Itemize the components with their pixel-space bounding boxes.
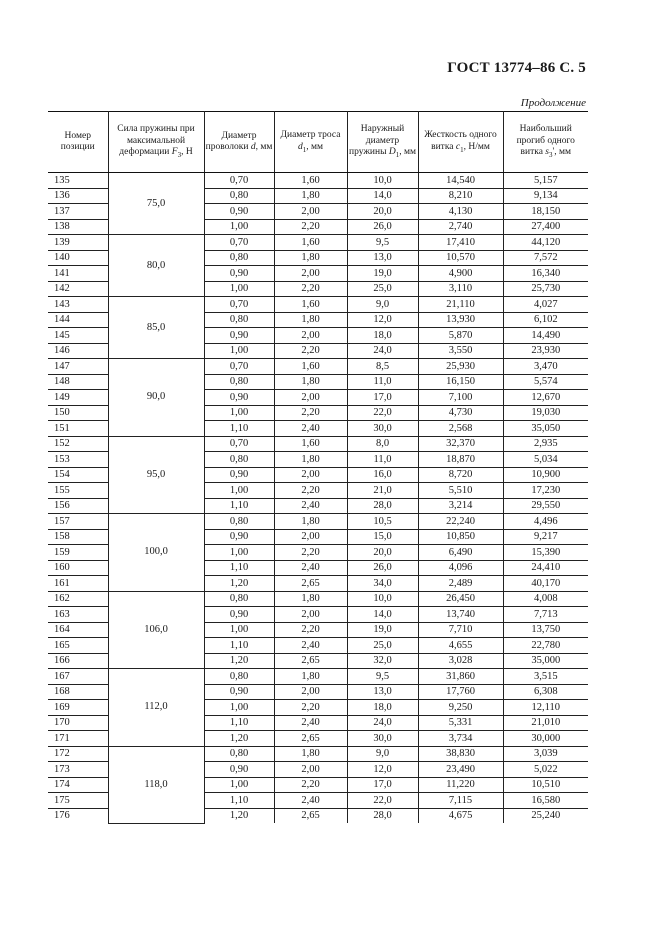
max-deflection-cell: 14,490 <box>503 328 588 344</box>
position-number-cell: 136 <box>48 188 108 204</box>
max-deflection-cell: 35,050 <box>503 421 588 437</box>
position-number-cell: 176 <box>48 808 108 823</box>
wire-diameter-cell: 0,80 <box>204 591 274 607</box>
rope-diameter-cell: 2,00 <box>274 390 347 406</box>
rope-diameter-cell: 1,80 <box>274 374 347 390</box>
wire-diameter-cell: 0,80 <box>204 250 274 266</box>
position-number-cell: 169 <box>48 700 108 716</box>
position-number-cell: 144 <box>48 312 108 328</box>
rope-diameter-cell: 1,60 <box>274 297 347 313</box>
stiffness-cell: 3,214 <box>418 498 503 514</box>
max-deflection-cell: 7,572 <box>503 250 588 266</box>
rope-diameter-cell: 1,80 <box>274 514 347 530</box>
stiffness-cell: 4,655 <box>418 638 503 654</box>
max-deflection-cell: 5,574 <box>503 374 588 390</box>
position-number-cell: 168 <box>48 684 108 700</box>
max-deflection-cell: 44,120 <box>503 235 588 251</box>
table-row <box>48 235 588 251</box>
position-number-cell: 143 <box>48 297 108 313</box>
wire-diameter-cell: 1,00 <box>204 483 274 499</box>
stiffness-cell: 3,550 <box>418 343 503 359</box>
max-deflection-cell: 12,670 <box>503 390 588 406</box>
max-deflection-cell: 24,410 <box>503 560 588 576</box>
wire-diameter-cell: 1,00 <box>204 622 274 638</box>
max-deflection-cell: 4,027 <box>503 297 588 313</box>
wire-diameter-cell: 0,90 <box>204 529 274 545</box>
wire-diameter-cell: 1,10 <box>204 498 274 514</box>
rope-diameter-cell: 1,60 <box>274 235 347 251</box>
wire-diameter-cell: 1,00 <box>204 777 274 793</box>
wire-diameter-cell: 0,80 <box>204 374 274 390</box>
stiffness-cell: 4,675 <box>418 808 503 823</box>
stiffness-cell: 17,410 <box>418 235 503 251</box>
table-row <box>48 297 588 313</box>
wire-diameter-cell: 0,80 <box>204 669 274 685</box>
wire-diameter-cell: 1,20 <box>204 576 274 592</box>
position-number-cell: 138 <box>48 219 108 235</box>
max-deflection-cell: 29,550 <box>503 498 588 514</box>
rope-diameter-cell: 2,00 <box>274 467 347 483</box>
stiffness-cell: 8,210 <box>418 188 503 204</box>
wire-diameter-cell: 0,90 <box>204 328 274 344</box>
position-number-cell: 170 <box>48 715 108 731</box>
position-number-cell: 163 <box>48 607 108 623</box>
max-deflection-cell: 21,010 <box>503 715 588 731</box>
stiffness-cell: 16,150 <box>418 374 503 390</box>
position-number-cell: 149 <box>48 390 108 406</box>
rope-diameter-cell: 2,20 <box>274 700 347 716</box>
outer-diameter-cell: 18,0 <box>347 700 418 716</box>
wire-diameter-cell: 0,90 <box>204 390 274 406</box>
rope-diameter-cell: 2,40 <box>274 638 347 654</box>
outer-diameter-cell: 26,0 <box>347 560 418 576</box>
outer-diameter-cell: 17,0 <box>347 777 418 793</box>
stiffness-cell: 13,740 <box>418 607 503 623</box>
outer-diameter-cell: 8,0 <box>347 436 418 452</box>
rope-diameter-cell: 2,20 <box>274 281 347 297</box>
wire-diameter-cell: 0,90 <box>204 204 274 220</box>
stiffness-cell: 10,570 <box>418 250 503 266</box>
max-deflection-cell: 6,308 <box>503 684 588 700</box>
max-deflection-cell: 10,900 <box>503 467 588 483</box>
max-deflection-cell: 15,390 <box>503 545 588 561</box>
position-number-cell: 155 <box>48 483 108 499</box>
outer-diameter-cell: 34,0 <box>347 576 418 592</box>
position-number-cell: 157 <box>48 514 108 530</box>
position-number-cell: 141 <box>48 266 108 282</box>
outer-diameter-cell: 14,0 <box>347 607 418 623</box>
outer-diameter-cell: 10,0 <box>347 591 418 607</box>
max-deflection-cell: 25,730 <box>503 281 588 297</box>
outer-diameter-cell: 12,0 <box>347 312 418 328</box>
rope-diameter-cell: 1,80 <box>274 591 347 607</box>
outer-diameter-cell: 16,0 <box>347 467 418 483</box>
rope-diameter-cell: 2,40 <box>274 498 347 514</box>
stiffness-cell: 31,860 <box>418 669 503 685</box>
stiffness-cell: 7,710 <box>418 622 503 638</box>
rope-diameter-cell: 2,20 <box>274 483 347 499</box>
outer-diameter-cell: 13,0 <box>347 684 418 700</box>
outer-diameter-cell: 13,0 <box>347 250 418 266</box>
rope-diameter-cell: 2,00 <box>274 204 347 220</box>
outer-diameter-cell: 22,0 <box>347 793 418 809</box>
rope-diameter-cell: 2,40 <box>274 715 347 731</box>
rope-diameter-cell: 1,80 <box>274 188 347 204</box>
wire-diameter-cell: 0,90 <box>204 467 274 483</box>
outer-diameter-cell: 26,0 <box>347 219 418 235</box>
stiffness-cell: 6,490 <box>418 545 503 561</box>
stiffness-cell: 3,028 <box>418 653 503 669</box>
wire-diameter-cell: 1,00 <box>204 545 274 561</box>
rope-diameter-cell: 1,80 <box>274 312 347 328</box>
rope-diameter-cell: 2,20 <box>274 622 347 638</box>
rope-diameter-cell: 2,20 <box>274 343 347 359</box>
rope-diameter-cell: 1,60 <box>274 436 347 452</box>
wire-diameter-cell: 0,80 <box>204 514 274 530</box>
outer-diameter-cell: 24,0 <box>347 715 418 731</box>
position-number-cell: 154 <box>48 467 108 483</box>
position-number-cell: 150 <box>48 405 108 421</box>
stiffness-cell: 5,870 <box>418 328 503 344</box>
outer-diameter-cell: 30,0 <box>347 421 418 437</box>
max-deflection-cell: 3,470 <box>503 359 588 375</box>
spring-parameters-table <box>48 111 588 824</box>
position-number-cell: 167 <box>48 669 108 685</box>
outer-diameter-cell: 14,0 <box>347 188 418 204</box>
rope-diameter-cell: 2,20 <box>274 777 347 793</box>
rope-diameter-cell: 2,20 <box>274 545 347 561</box>
rope-diameter-cell: 2,00 <box>274 529 347 545</box>
rope-diameter-cell: 2,40 <box>274 560 347 576</box>
outer-diameter-cell: 15,0 <box>347 529 418 545</box>
rope-diameter-cell: 1,80 <box>274 746 347 762</box>
stiffness-cell: 4,730 <box>418 405 503 421</box>
wire-diameter-cell: 0,70 <box>204 173 274 189</box>
max-deflection-cell: 5,034 <box>503 452 588 468</box>
position-number-cell: 164 <box>48 622 108 638</box>
max-deflection-cell: 5,157 <box>503 173 588 189</box>
stiffness-cell: 5,510 <box>418 483 503 499</box>
col-force-header: Сила пружины при максимальной деформации $F_3$, Н <box>108 112 204 173</box>
stiffness-cell: 32,370 <box>418 436 503 452</box>
rope-diameter-cell: 2,00 <box>274 266 347 282</box>
spring-force-cell: 85,0 <box>108 297 204 359</box>
position-number-cell: 145 <box>48 328 108 344</box>
position-number-cell: 148 <box>48 374 108 390</box>
wire-diameter-cell: 0,90 <box>204 266 274 282</box>
position-number-cell: 158 <box>48 529 108 545</box>
table-row <box>48 669 588 685</box>
max-deflection-cell: 30,000 <box>503 731 588 747</box>
max-deflection-cell: 3,039 <box>503 746 588 762</box>
position-number-cell: 162 <box>48 591 108 607</box>
wire-diameter-cell: 1,00 <box>204 281 274 297</box>
rope-diameter-cell: 2,20 <box>274 219 347 235</box>
wire-diameter-cell: 1,10 <box>204 638 274 654</box>
outer-diameter-cell: 30,0 <box>347 731 418 747</box>
wire-diameter-cell: 0,80 <box>204 312 274 328</box>
spring-force-cell: 90,0 <box>108 359 204 437</box>
spring-force-cell: 95,0 <box>108 436 204 514</box>
table-row <box>48 591 588 607</box>
stiffness-cell: 9,250 <box>418 700 503 716</box>
wire-diameter-cell: 0,80 <box>204 188 274 204</box>
max-deflection-cell: 18,150 <box>503 204 588 220</box>
max-deflection-cell: 6,102 <box>503 312 588 328</box>
max-deflection-cell: 35,000 <box>503 653 588 669</box>
stiffness-cell: 22,240 <box>418 514 503 530</box>
page-header: ГОСТ 13774–86 С. 5 <box>447 60 586 76</box>
stiffness-cell: 18,870 <box>418 452 503 468</box>
max-deflection-cell: 16,580 <box>503 793 588 809</box>
stiffness-cell: 10,850 <box>418 529 503 545</box>
rope-diameter-cell: 1,80 <box>274 452 347 468</box>
continuation-label: Продолжение <box>520 97 586 109</box>
wire-diameter-cell: 1,00 <box>204 405 274 421</box>
wire-diameter-cell: 1,10 <box>204 715 274 731</box>
table-row <box>48 436 588 452</box>
table-row <box>48 746 588 762</box>
wire-diameter-cell: 0,90 <box>204 684 274 700</box>
rope-diameter-cell: 2,65 <box>274 653 347 669</box>
rope-diameter-cell: 1,60 <box>274 173 347 189</box>
max-deflection-cell: 23,930 <box>503 343 588 359</box>
outer-diameter-cell: 20,0 <box>347 204 418 220</box>
rope-diameter-cell: 2,65 <box>274 576 347 592</box>
position-number-cell: 174 <box>48 777 108 793</box>
outer-diameter-cell: 10,0 <box>347 173 418 189</box>
position-number-cell: 140 <box>48 250 108 266</box>
spring-force-cell: 75,0 <box>108 173 204 235</box>
table-row <box>48 514 588 530</box>
position-number-cell: 147 <box>48 359 108 375</box>
stiffness-cell: 4,900 <box>418 266 503 282</box>
max-deflection-cell: 9,217 <box>503 529 588 545</box>
stiffness-cell: 2,740 <box>418 219 503 235</box>
wire-diameter-cell: 0,90 <box>204 762 274 778</box>
max-deflection-cell: 7,713 <box>503 607 588 623</box>
rope-diameter-cell: 2,20 <box>274 405 347 421</box>
rope-diameter-cell: 2,65 <box>274 731 347 747</box>
outer-diameter-cell: 24,0 <box>347 343 418 359</box>
position-number-cell: 159 <box>48 545 108 561</box>
position-number-cell: 135 <box>48 173 108 189</box>
outer-diameter-cell: 8,5 <box>347 359 418 375</box>
position-number-cell: 171 <box>48 731 108 747</box>
stiffness-cell: 13,930 <box>418 312 503 328</box>
outer-diameter-cell: 9,5 <box>347 669 418 685</box>
rope-diameter-cell: 2,00 <box>274 762 347 778</box>
outer-diameter-cell: 17,0 <box>347 390 418 406</box>
max-deflection-cell: 40,170 <box>503 576 588 592</box>
spring-force-cell: 106,0 <box>108 591 204 669</box>
wire-diameter-cell: 0,70 <box>204 297 274 313</box>
rope-diameter-cell: 1,80 <box>274 669 347 685</box>
outer-diameter-cell: 20,0 <box>347 545 418 561</box>
position-number-cell: 166 <box>48 653 108 669</box>
stiffness-cell: 3,734 <box>418 731 503 747</box>
outer-diameter-cell: 18,0 <box>347 328 418 344</box>
rope-diameter-cell: 2,40 <box>274 793 347 809</box>
stiffness-cell: 7,115 <box>418 793 503 809</box>
rope-diameter-cell: 2,00 <box>274 607 347 623</box>
rope-diameter-cell: 2,00 <box>274 328 347 344</box>
stiffness-cell: 26,450 <box>418 591 503 607</box>
position-number-cell: 165 <box>48 638 108 654</box>
outer-diameter-cell: 9,0 <box>347 297 418 313</box>
col-outer-diameter-header: Наружный диаметр пружины $D_1$, мм <box>347 112 418 173</box>
spring-force-cell: 112,0 <box>108 669 204 747</box>
stiffness-cell: 7,100 <box>418 390 503 406</box>
position-number-cell: 160 <box>48 560 108 576</box>
position-number-cell: 146 <box>48 343 108 359</box>
position-number-cell: 156 <box>48 498 108 514</box>
rope-diameter-cell: 1,60 <box>274 359 347 375</box>
stiffness-cell: 3,110 <box>418 281 503 297</box>
wire-diameter-cell: 1,10 <box>204 793 274 809</box>
wire-diameter-cell: 0,70 <box>204 235 274 251</box>
table-body <box>48 173 588 824</box>
position-number-cell: 172 <box>48 746 108 762</box>
wire-diameter-cell: 0,90 <box>204 607 274 623</box>
outer-diameter-cell: 28,0 <box>347 808 418 823</box>
max-deflection-cell: 25,240 <box>503 808 588 823</box>
wire-diameter-cell: 1,00 <box>204 343 274 359</box>
table-row <box>48 359 588 375</box>
stiffness-cell: 4,096 <box>418 560 503 576</box>
outer-diameter-cell: 19,0 <box>347 266 418 282</box>
col-rope-diameter-header: Диаметр троса $d_1$, мм <box>274 112 347 173</box>
stiffness-cell: 25,930 <box>418 359 503 375</box>
wire-diameter-cell: 1,00 <box>204 219 274 235</box>
outer-diameter-cell: 10,5 <box>347 514 418 530</box>
position-number-cell: 175 <box>48 793 108 809</box>
spring-force-cell: 100,0 <box>108 514 204 592</box>
max-deflection-cell: 13,750 <box>503 622 588 638</box>
wire-diameter-cell: 0,70 <box>204 436 274 452</box>
stiffness-cell: 2,568 <box>418 421 503 437</box>
max-deflection-cell: 12,110 <box>503 700 588 716</box>
outer-diameter-cell: 25,0 <box>347 638 418 654</box>
stiffness-cell: 17,760 <box>418 684 503 700</box>
stiffness-cell: 8,720 <box>418 467 503 483</box>
wire-diameter-cell: 0,70 <box>204 359 274 375</box>
spring-force-cell: 118,0 <box>108 746 204 823</box>
stiffness-cell: 5,331 <box>418 715 503 731</box>
max-deflection-cell: 2,935 <box>503 436 588 452</box>
position-number-cell: 151 <box>48 421 108 437</box>
outer-diameter-cell: 19,0 <box>347 622 418 638</box>
outer-diameter-cell: 11,0 <box>347 452 418 468</box>
wire-diameter-cell: 1,10 <box>204 421 274 437</box>
max-deflection-cell: 27,400 <box>503 219 588 235</box>
wire-diameter-cell: 1,20 <box>204 731 274 747</box>
max-deflection-cell: 4,008 <box>503 591 588 607</box>
col-stiffness-header: Жесткость одного витка $c_1$, Н/мм <box>418 112 503 173</box>
rope-diameter-cell: 2,00 <box>274 684 347 700</box>
max-deflection-cell: 19,030 <box>503 405 588 421</box>
rope-diameter-cell: 2,65 <box>274 808 347 823</box>
wire-diameter-cell: 0,80 <box>204 452 274 468</box>
rope-diameter-cell: 2,40 <box>274 421 347 437</box>
outer-diameter-cell: 22,0 <box>347 405 418 421</box>
position-number-cell: 173 <box>48 762 108 778</box>
position-number-cell: 137 <box>48 204 108 220</box>
position-number-cell: 161 <box>48 576 108 592</box>
stiffness-cell: 14,540 <box>418 173 503 189</box>
outer-diameter-cell: 21,0 <box>347 483 418 499</box>
stiffness-cell: 21,110 <box>418 297 503 313</box>
outer-diameter-cell: 28,0 <box>347 498 418 514</box>
wire-diameter-cell: 1,10 <box>204 560 274 576</box>
stiffness-cell: 4,130 <box>418 204 503 220</box>
outer-diameter-cell: 9,0 <box>347 746 418 762</box>
position-number-cell: 153 <box>48 452 108 468</box>
col-number-header: Номер позиции <box>48 112 108 173</box>
col-deflection-header: Наибольший прогиб одного витка $s_3'$, мм <box>503 112 588 173</box>
outer-diameter-cell: 9,5 <box>347 235 418 251</box>
max-deflection-cell: 4,496 <box>503 514 588 530</box>
stiffness-cell: 11,220 <box>418 777 503 793</box>
spring-force-cell: 80,0 <box>108 235 204 297</box>
max-deflection-cell: 10,510 <box>503 777 588 793</box>
outer-diameter-cell: 12,0 <box>347 762 418 778</box>
max-deflection-cell: 3,515 <box>503 669 588 685</box>
wire-diameter-cell: 1,20 <box>204 808 274 823</box>
max-deflection-cell: 17,230 <box>503 483 588 499</box>
table-header-row <box>48 112 588 173</box>
wire-diameter-cell: 1,20 <box>204 653 274 669</box>
outer-diameter-cell: 11,0 <box>347 374 418 390</box>
col-wire-diameter-header: Диаметр проволоки d, мм <box>204 112 274 173</box>
position-number-cell: 152 <box>48 436 108 452</box>
wire-diameter-cell: 0,80 <box>204 746 274 762</box>
max-deflection-cell: 16,340 <box>503 266 588 282</box>
outer-diameter-cell: 32,0 <box>347 653 418 669</box>
outer-diameter-cell: 25,0 <box>347 281 418 297</box>
max-deflection-cell: 9,134 <box>503 188 588 204</box>
rope-diameter-cell: 1,80 <box>274 250 347 266</box>
position-number-cell: 142 <box>48 281 108 297</box>
table-row <box>48 173 588 189</box>
stiffness-cell: 23,490 <box>418 762 503 778</box>
stiffness-cell: 38,830 <box>418 746 503 762</box>
max-deflection-cell: 22,780 <box>503 638 588 654</box>
max-deflection-cell: 5,022 <box>503 762 588 778</box>
stiffness-cell: 2,489 <box>418 576 503 592</box>
position-number-cell: 139 <box>48 235 108 251</box>
wire-diameter-cell: 1,00 <box>204 700 274 716</box>
